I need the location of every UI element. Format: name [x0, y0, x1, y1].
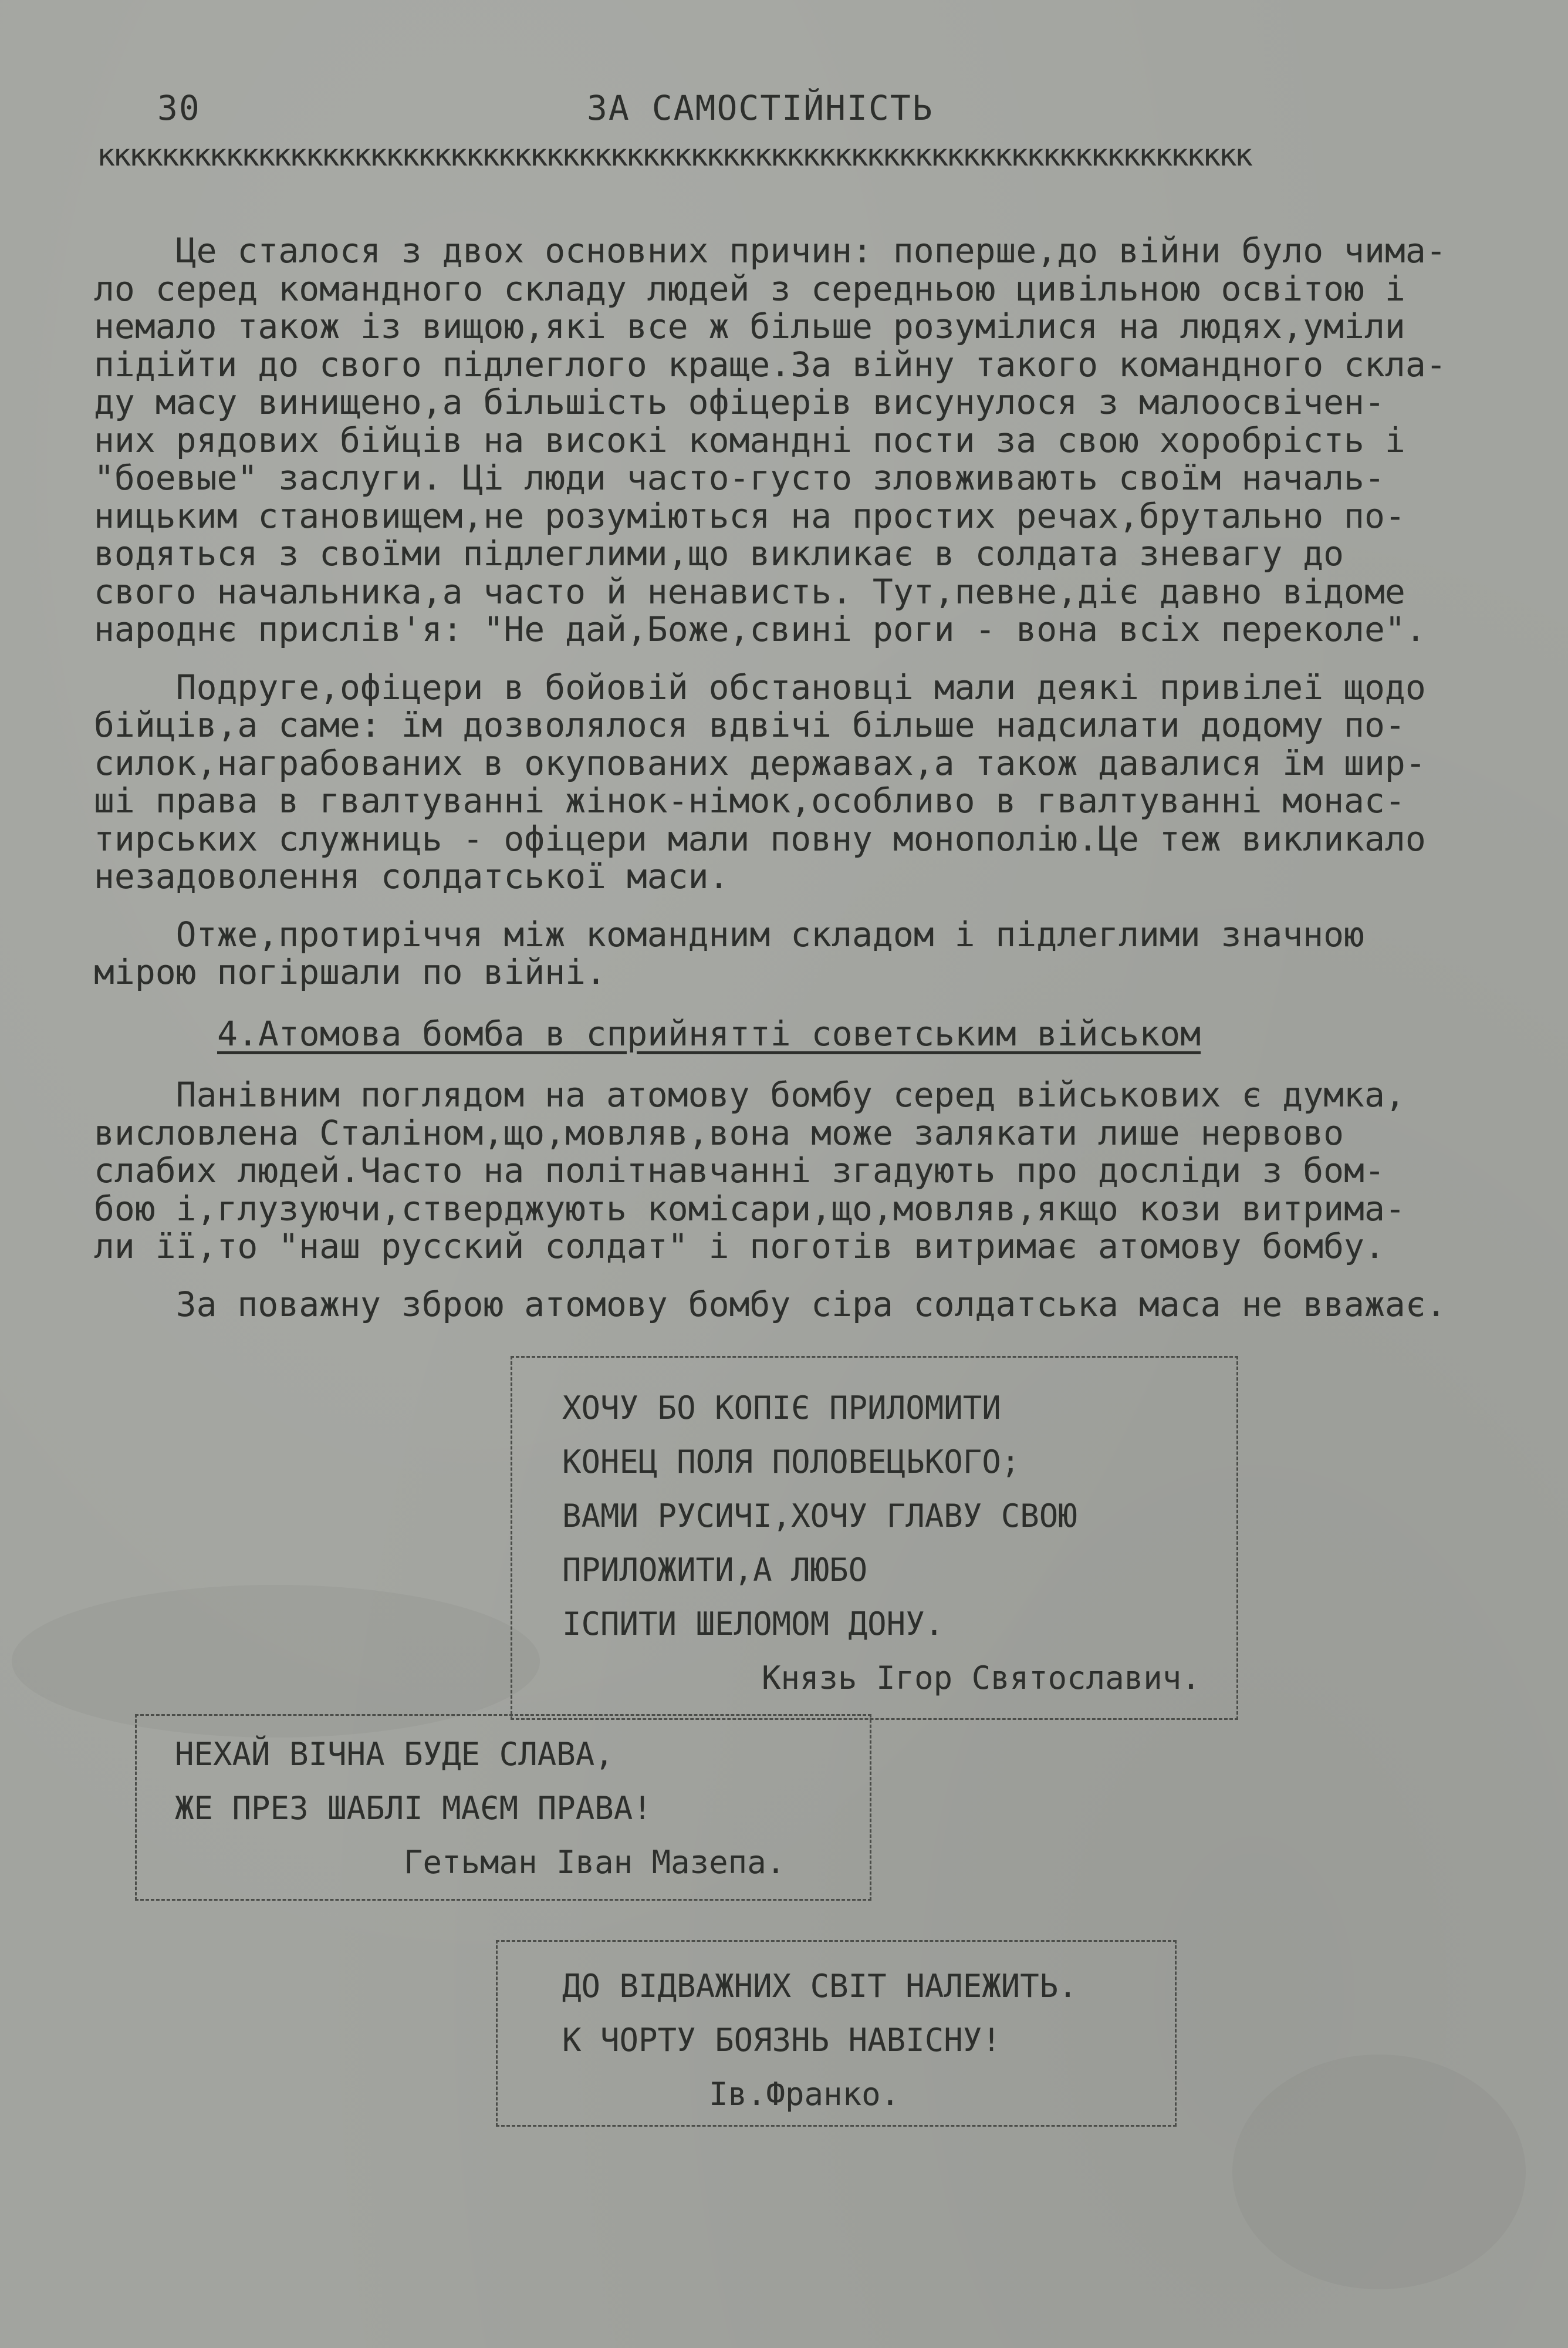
- decorative-rule: кккккккккккккккккккккккккккккккккккккккккккккккккккккккккккккккккккккккк: [97, 138, 1251, 173]
- page-header: [0, 88, 1568, 135]
- quote-line: ІСПИТИ ШЕЛОМОМ ДОНУ.: [562, 1605, 944, 1642]
- paragraph-gap: [94, 896, 1491, 916]
- quote-attribution: Гетьман Іван Мазепа.: [404, 1844, 786, 1881]
- paragraph-privileges: Подруге,офіцери в бойовій обстановці мали деякі привілеї щодо бійців,а саме: їм дозволялося вдвічі більше надсилати додому по- силок,награбованих в окупованих державах,а також давалися їм шир- ші права в гвалтуванні жінок-німок,особливо в гвалтуванні монас- тирських служниць - офіцери мали повну монополію.Це теж викликало незадоволення солдатської маси.: [94, 667, 1426, 896]
- page-number: 30: [157, 88, 201, 128]
- quote-line: К ЧОРТУ БОЯЗНЬ НАВІСНУ!: [562, 2022, 1001, 2059]
- quote-box-igor: [511, 1356, 1238, 1720]
- journal-title: ЗА САМОСТІЙНІСТЬ: [587, 88, 934, 128]
- quote-line: НЕХАЙ ВІЧНА БУДЕ СЛАВА,: [175, 1736, 614, 1773]
- section-heading-atomic-bomb: 4.Атомова бомба в сприйнятті советським військом: [217, 1013, 1201, 1054]
- article-body: [94, 232, 1491, 1323]
- paragraph-atomic-view: Панівним поглядом на атомову бомбу серед військових є думка, висловлена Сталіном,що,мовляв,вона може залякати лише нервово слабих людей.Часто на політнавчанні згадують про досліди з бом- бою і,глузуючи,стверджують комісари,що,мовляв,якщо кози витрима- ли її,то "наш русский солдат" і поготів витримає атомову бомбу.: [94, 1075, 1405, 1266]
- quote-line: ДО ВІДВАЖНИХ СВІТ НАЛЕЖИТЬ.: [562, 1968, 1077, 2005]
- quote-box-mazepa: [135, 1714, 871, 1901]
- quote-line: ВАМИ РУСИЧІ,ХОЧУ ГЛАВУ СВОЮ: [562, 1497, 1077, 1534]
- quote-attribution: Ів.Франко.: [709, 2076, 900, 2113]
- paragraph-atomic-summary: За поважну зброю атомову бомбу сіра солдатська маса не вважає.: [94, 1284, 1447, 1324]
- quote-line: ПРИЛОЖИТИ,А ЛЮБО: [562, 1551, 868, 1588]
- paragraph-gap: [94, 649, 1491, 669]
- paragraph-gap: [94, 1266, 1491, 1286]
- quote-line: ХОЧУ БО КОПІЄ ПРИЛОМИТИ: [562, 1389, 1001, 1426]
- paper-stain: [1232, 2054, 1526, 2289]
- quote-attribution: Князь Ігор Святославич.: [762, 1659, 1201, 1696]
- paragraph-conclusion: Отже,протиріччя між командним складом і підлеглими значною мірою погіршали по війні.: [94, 914, 1364, 992]
- quote-line: ЖЕ ПРЕЗ ШАБЛІ МАЄМ ПРАВА!: [175, 1790, 652, 1827]
- quote-line: КОНЕЦ ПОЛЯ ПОЛОВЕЦЬКОГО;: [562, 1443, 1020, 1480]
- quote-box-franko: [496, 1940, 1177, 2127]
- paragraph-reasons: Це сталося з двох основних причин: поперше,до війни було чима- ло серед командного складу людей з середньою цивільною освітою і немало також із вищою,які все ж більше розумілися на людях,уміли підійти до свого підлеглого краще.За війну такого командного скла- ду масу винищено,а більшість офіцерів висунулося з малоосвічен- них рядових бійців на високі командні пости за свою хоробрість і "боевые" заслуги. Ці люди часто-густо зловживають своїм началь- ницьким становищем,не розуміються на простих речах,брутально по- водяться з своїми підлеглими,що викликає в солдата зневагу до свого начальника,а часто й ненависть. Тут,певне,діє давно відоме народнє прислів'я: "Не дай,Боже,свині роги - вона всіх переколе".: [94, 231, 1447, 649]
